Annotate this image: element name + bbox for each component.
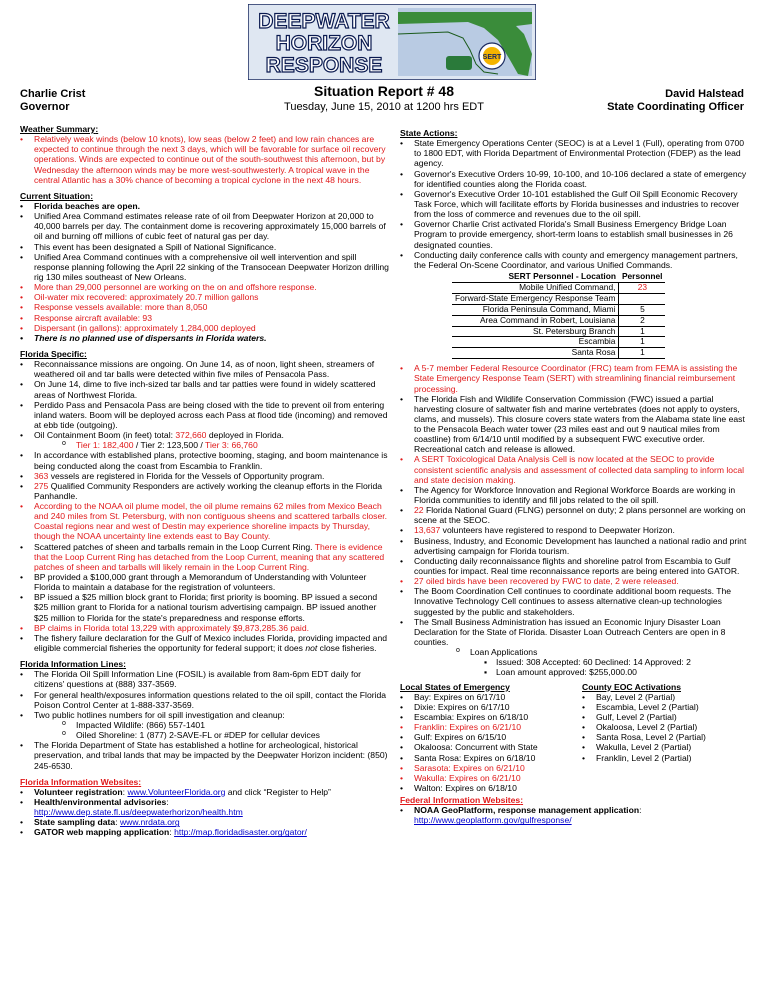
local-and-eoc	[400, 682, 752, 794]
weather-text: • Relatively weak winds (below 10 knots), low seas (below 2 feet) and low rain chances are expected to continue through the next 3 days, which will be favorable for surface oil recovery operations. Winds are expected to continue out of the south-southwest this afternoon, but by Wednesday the afternoon winds may be more west-southwesterly. A tropical wave in the central Atlantic has a 30% chance of becoming a tropical cyclone in the next 48 hours.	[20, 134, 392, 185]
list-item: • BP claims in Florida total 13,229 with approximately $9,873,285.36 paid.	[20, 623, 392, 633]
eoc-activation-item: • Santa Rosa, Level 2 (Partial)	[582, 732, 752, 742]
more-actions-list	[400, 363, 752, 677]
table-row: Mobile Unified Command, 23	[452, 282, 665, 293]
logo-line2: HORIZON	[275, 32, 373, 55]
list-item: • According to the NOAA oil plume model, the oil plume remains 62 miles from Mexico Beach and 240 miles from St. Petersburg, with non contiguous sheens and scattered tarballs closer. Coastal regions near and west of Destin may experience shoreline impacts by Thursday, though the NOAA uncertainty line extends east to Bay County.	[20, 501, 392, 542]
health-advisories-link[interactable]: http://www.dep.state.fl.us/deepwaterhorizon/health.htm	[34, 807, 243, 818]
list-item: • Perdido Pass and Pensacola Pass are being closed with the tide to prevent oil from entering inland waters. Boom will be deployed across each Pass at flood tide (incoming) and removed at ebb tide (outgoing).	[20, 400, 392, 430]
list-item: • 13,637 volunteers have registered to respond to Deepwater Horizon.	[400, 525, 752, 535]
list-item: • Reconnaissance missions are ongoing. On June 14, as of noon, light sheen, streamers of weathered oil and tar balls were detected within five miles of Pensacola Pass.	[20, 359, 392, 379]
list-item: • The fishery failure declaration for the Gulf of Mexico includes Florida, providing impacted and eligible commercial fisheries the opportunity for federal support; it does not close fisheries.	[20, 633, 392, 653]
deepwater-horizon-logo	[248, 4, 536, 80]
current-list	[20, 201, 392, 343]
eoc-activation-item: • Wakulla, Level 2 (Partial)	[582, 742, 752, 752]
coordinator-name: David Halstead	[665, 88, 744, 100]
list-item: • Governor's Executive Order 10-101 established the Gulf Oil Spill Economic Recovery Task Force, which will facilitate efforts by Florida businesses and industries to recover from the loss of commerce and revenues due to the oil spill.	[400, 189, 752, 219]
local-emergency-item: • Escambia: Expires on 6/18/10	[400, 712, 570, 722]
list-item: • Scattered patches of sheen and tarballs remain in the Loop Current Ring. There is evidence that the Loop Current Ring has detached from the Loop Current, meaning that any scattered patches of sheen and tarballs will likely remain in the Loop Current Ring.	[20, 542, 392, 572]
list-item: • 27 oiled birds have been recovered by FWC to date, 2 were released.	[400, 576, 752, 586]
list-item: • Volunteer registration: www.VolunteerFlorida.org and click “Register to Help”	[20, 787, 392, 797]
state-actions-list	[400, 138, 752, 270]
list-item: • The Florida Oil Spill Information Line (FOSIL) is available from 8am-6pm EDT daily for citizens' questions at (888) 337-3569.	[20, 669, 392, 689]
list-item: • A 5-7 member Federal Resource Coordinator (FRC) team from FEMA is assisting the State Emergency Response Team (SERT) with streamlining financial reimbursement processing.	[400, 363, 752, 393]
florida-specific-list	[20, 359, 392, 653]
list-item: • State sampling data: www.nrdata.org	[20, 817, 392, 827]
right-column	[400, 128, 752, 826]
list-item: • More than 29,000 personnel are working on the on and offshore response.	[20, 282, 392, 292]
governor-title: Governor	[20, 101, 70, 113]
eoc-activation-item: • Escambia, Level 2 (Partial)	[582, 702, 752, 712]
local-emergency-item: • Okaloosa: Concurrent with State	[400, 742, 570, 752]
state-actions-heading: State Actions:	[400, 128, 458, 138]
eoc-activation-item: • Bay, Level 2 (Partial)	[582, 692, 752, 702]
list-item: • Conducting daily conference calls with county and emergency management partners, the Federal On-Scene Coordinator, and various Unified Commands.	[400, 250, 752, 270]
list-item: • GATOR web mapping application: http://map.floridadisaster.org/gator/	[20, 827, 392, 837]
list-item: • BP issued a $25 million block grant to Florida; first priority is booming. BP issued a second $25 million grant to Florida for a national tourism advertising campaign. BP issued another $25 million to Florida for the state's preparedness and response efforts.	[20, 592, 392, 622]
florida-specific-heading: Florida Specific:	[20, 348, 87, 359]
list-item: • The Agency for Workforce Innovation and Regional Workforce Boards are working in Florida communities to identify and fill jobs related to the oil spill.	[400, 485, 752, 505]
local-emergency-item: • Gulf: Expires on 6/15/10	[400, 732, 570, 742]
table-row: Area Command in Robert, Louisiana 2	[452, 315, 665, 326]
logo-line1: DEEPWATER	[258, 10, 390, 33]
weather-list	[20, 134, 392, 185]
list-item: • The Small Business Administration has issued an Economic Injury Disaster Loan Declaration for the State of Florida. Disaster Loan Outreach Centers are open in 8 counties. o Loan Applications ▪ Issued: 308 Accepted: 60 Declined: 14 Approved: 2 ▪ Loan amount approved: $255,000.00	[400, 617, 752, 678]
table-row: St. Petersburg Branch 1	[452, 326, 665, 337]
list-item: • On June 14, dime to five inch-sized tar balls and tar patties were found in widely scattered areas of Northwest Florida.	[20, 379, 392, 399]
local-states-list	[400, 692, 570, 793]
local-emergency-item: • Bay: Expires on 6/17/10	[400, 692, 570, 702]
local-emergency-item: • Franklin: Expires on 6/21/10	[400, 722, 570, 732]
list-item: • There is no planned use of dispersants in Florida waters.	[20, 333, 392, 343]
weather-heading: Weather Summary:	[20, 124, 99, 134]
seal-text: SERT	[482, 54, 502, 61]
local-emergency-item: • Dixie: Expires on 6/17/10	[400, 702, 570, 712]
list-item: • Dispersant (in gallons): approximately 1,284,000 deployed	[20, 323, 392, 333]
table-row: Forward-State Emergency Response Team	[452, 293, 665, 304]
info-lines-list	[20, 669, 392, 770]
table-row: Escambia 1	[452, 337, 665, 348]
eoc-activation-item: • Gulf, Level 2 (Partial)	[582, 712, 752, 722]
list-item: • Oil Containment Boom (in feet) total: 372,660 deployed in Florida. o Tier 1: 182,400 / Tier 2: 123,500 / Tier 3: 66,760	[20, 430, 392, 450]
table-row: Florida Peninsula Command, Miami 5	[452, 304, 665, 315]
list-item: • 22 Florida National Guard (FLNG) personnel on duty; 2 plans personnel are working on scene at the SEOC.	[400, 505, 752, 525]
local-states-block	[400, 682, 570, 794]
websites-heading: Florida Information Websites:	[20, 776, 142, 787]
websites-list	[20, 787, 392, 838]
col-personnel-header: Personnel	[619, 272, 666, 282]
boom-tiers: o Tier 1: 182,400 / Tier 2: 123,500 / Tier 3: 66,760	[62, 440, 392, 450]
list-item: • 275 Qualified Community Responders are actively working the cleanup efforts in the Florida Panhandle.	[20, 481, 392, 501]
col-location-header: SERT Personnel - Location	[452, 272, 619, 282]
list-item: • The Florida Fish and Wildlife Conservation Commission (FWC) issued a partial harvesting closure of saltwater fish and marine vertebrates (does not apply to oysters, clams, and mussels). This closure covers state waters from the Alabama state line east to the Pensacola Beach water tower (23 miles east and out 9 nautical miles from coastline) from 6/14/10 until modified by a subsequent FWC executive order. Recreational catch and release is allowed.	[400, 394, 752, 455]
list-item: • Unified Area Command continues with a comprehensive oil well intervention and spill response planning following the April 22 sinking of the Transocean Deepwater Horizon drilling rig 130 miles southeast of New Orleans.	[20, 252, 392, 282]
list-item: • The Florida Department of State has established a hotline for archeological, historical preservation, and tribal lands that may be impacted by the Deepwater Horizon incident: (850) 245-6530.	[20, 740, 392, 770]
list-item: • A SERT Toxicological Data Analysis Cell is now located at the SEOC to provide consistent scientific analysis and assessment of collected data sampling to inform local and state decision making.	[400, 454, 752, 484]
report-title: Situation Report # 48	[313, 83, 455, 99]
eoc-activation-item: • Franklin, Level 2 (Partial)	[582, 753, 752, 763]
wildlife-hotline: o Impacted Wildlife: (866) 557-1401	[62, 720, 392, 730]
coordinator-title: State Coordinating Officer	[607, 101, 744, 113]
list-item: • Health/environmental advisories: http://www.dep.state.fl.us/deepwaterhorizon/health.htm	[20, 797, 392, 817]
sert-personnel-table	[452, 272, 665, 359]
list-item: • NOAA GeoPlatform, response management application: http://www.geoplatform.gov/gulfresponse/	[400, 805, 752, 825]
list-item: • Conducting daily reconnaissance flights and shoreline patrol from Escambia to Gulf counties for impact. Real time reconnaissance reports are being entered into GATOR.	[400, 556, 752, 576]
governor-name: Charlie Crist	[20, 88, 86, 100]
list-item: • BP provided a $100,000 grant through a Memorandum of Understanding with Volunteer Florida to maintain a database for the registration of volunteers.	[20, 572, 392, 592]
list-item: • Florida beaches are open.	[20, 201, 392, 211]
volunteer-florida-link[interactable]: www.VolunteerFlorida.org	[127, 786, 226, 797]
list-item: • In accordance with established plans, protective booming, staging, and boom maintenance is being conducted along the coast from Escambia to Franklin.	[20, 450, 392, 470]
list-item: • Oil-water mix recovered: approximately 20.7 million gallons	[20, 292, 392, 302]
local-emergency-item: • Wakulla: Expires on 6/21/10	[400, 773, 570, 783]
table-row: Santa Rosa 1	[452, 348, 665, 359]
left-column	[20, 124, 392, 838]
nrdata-link[interactable]: www.nrdata.org	[119, 817, 180, 828]
report-date: Tuesday, June 15, 2010 at 1200 hrs EDT	[284, 101, 484, 113]
loan-amount: ▪ Loan amount approved: $255,000.00	[484, 667, 752, 677]
list-item: • This event has been designated a Spill of National Significance.	[20, 242, 392, 252]
list-item: • Unified Area Command estimates release rate of oil from Deepwater Horizon at 20,000 to 40,000 barrels per day. The containment dome is recovering approximately 15,000 barrels of oil and burning off millions of cubic feet of natural gas per day.	[20, 211, 392, 241]
logo-line3: RESPONSE	[265, 54, 383, 77]
shoreline-hotline: o Oiled Shoreline: 1 (877) 2-SAVE-FL or #DEP for cellular devices	[62, 730, 392, 740]
list-item: • Business, Industry, and Economic Development has launched a national radio and print advertising campaign for Florida tourism.	[400, 536, 752, 556]
geoplatform-link[interactable]: http://www.geoplatform.gov/gulfresponse/	[414, 815, 572, 826]
list-item: • For general health/exposures information questions related to the oil spill, contact the Florida Poison Control Center at 1-888-337-3569.	[20, 690, 392, 710]
list-item: • Governor Charlie Crist activated Florida's Small Business Emergency Bridge Loan Program to provide emergency, short-term loans to establish small businesses in 26 designated counties.	[400, 219, 752, 249]
eoc-heading: County EOC Activations	[582, 681, 681, 692]
eoc-list	[582, 692, 752, 763]
list-item: • Response vessels available: more than 8,050	[20, 302, 392, 312]
current-heading: Current Situation:	[20, 190, 94, 201]
federal-list	[400, 805, 752, 825]
local-emergency-item: • Sarasota: Expires on 6/21/10	[400, 763, 570, 773]
list-item: • The Boom Coordination Cell continues to coordinate additional boom requests. The Innovative Technology Cell continues to assess alternative clean-up technologies suggested by the public and stakeholders.	[400, 586, 752, 616]
local-emergency-item: • Santa Rosa: Expires on 6/18/10	[400, 753, 570, 763]
list-item: • Response aircraft available: 93	[20, 313, 392, 323]
eoc-block	[582, 682, 752, 794]
loan-stats: ▪ Issued: 308 Accepted: 60 Declined: 14 Approved: 2	[484, 657, 752, 667]
local-emergency-item: • Walton: Expires on 6/18/10	[400, 783, 570, 793]
list-item: • Two public hotlines numbers for oil spill investigation and cleanup: o Impacted Wildlife: (866) 557-1401 o Oiled Shoreline: 1 (877) 2-SAVE-FL or #DEP for cellular devices	[20, 710, 392, 740]
eoc-activation-item: • Okaloosa, Level 2 (Partial)	[582, 722, 752, 732]
loan-applications-label: o Loan Applications	[456, 647, 752, 657]
list-item: • State Emergency Operations Center (SEOC) is at a Level 1 (Full), operating from 0700 to 1800 EDT, with Florida Department of Environmental Protection (FDEP) as the lead agency.	[400, 138, 752, 168]
federal-heading: Federal Information Websites:	[400, 795, 524, 806]
gator-link[interactable]: http://map.floridadisaster.org/gator/	[174, 827, 307, 838]
list-item: • 363 vessels are registered in Florida for the Vessels of Opportunity program.	[20, 471, 392, 481]
local-states-heading: Local States of Emergency	[400, 681, 510, 692]
list-item: • Governor's Executive Orders 10-99, 10-100, and 10-106 declared a state of emergency for identified counties along the Florida coast.	[400, 169, 752, 189]
info-lines-heading: Florida Information Lines:	[20, 659, 127, 670]
